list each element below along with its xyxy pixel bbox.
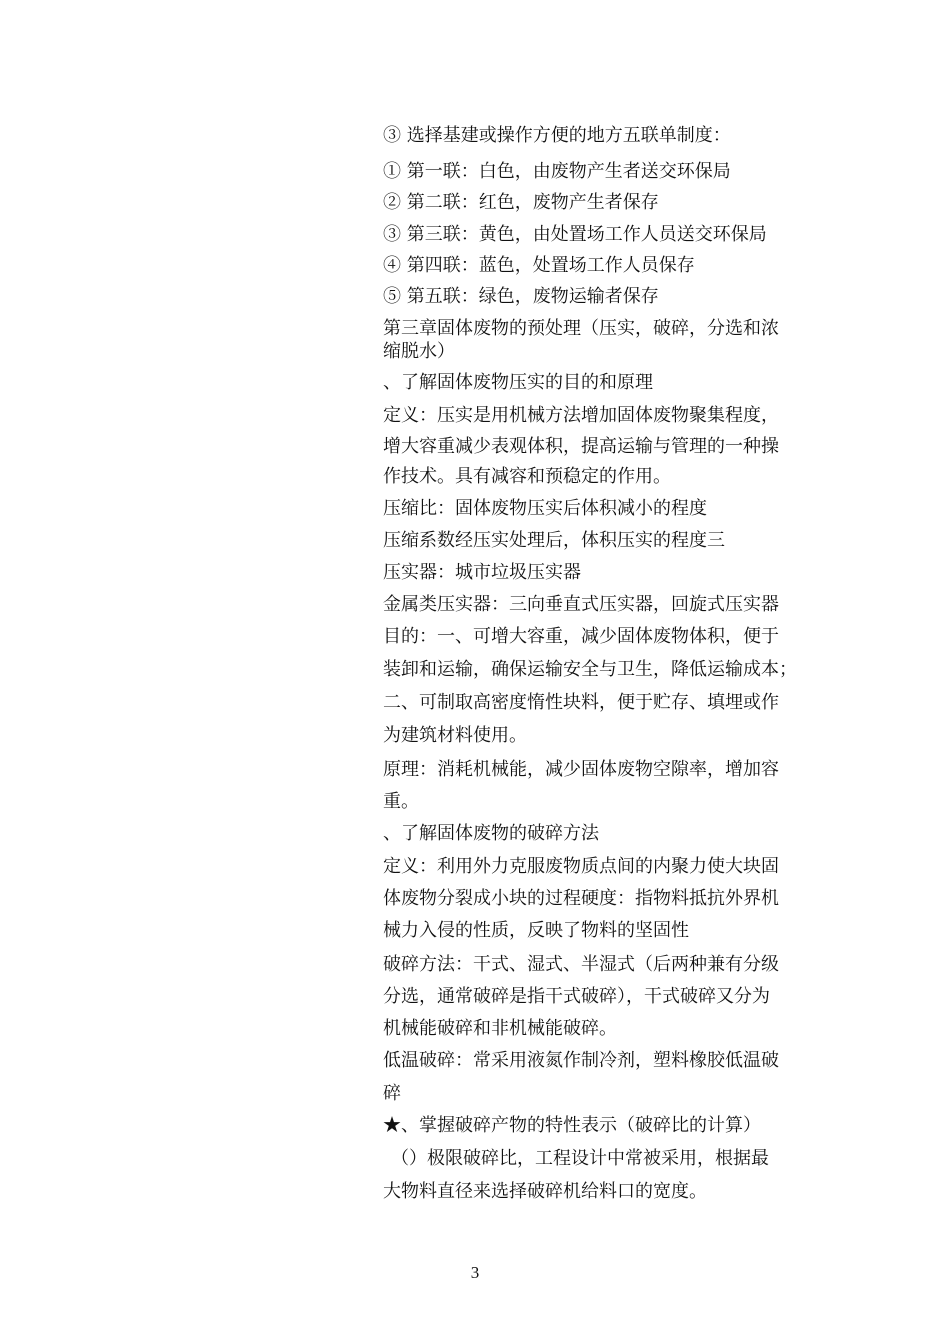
section-heading: 、了解固体废物压实的目的和原理 (383, 372, 653, 393)
text-line: 破碎方法：干式、湿式、半湿式（后两种兼有分级 (383, 954, 779, 975)
page-number: 3 (470, 1263, 480, 1282)
text-line: 定义：利用外力克服废物质点间的内聚力使大块固 (383, 856, 779, 877)
text-line: 目的：一、可增大容重，减少固体废物体积，便于 (383, 626, 779, 647)
text-line: ② 第二联：红色，废物产生者保存 (383, 192, 659, 213)
text-line: ⑤ 第五联：绿色，废物运输者保存 (383, 286, 659, 307)
text-line: 体废物分裂成小块的过程硬度：指物料抵抗外界机 (383, 888, 779, 909)
text-line: 低温破碎：常采用液氮作制冷剂，塑料橡胶低温破 (383, 1050, 779, 1071)
text-line: 械力入侵的性质，反映了物料的坚固性 (383, 920, 689, 941)
text-line: 装卸和运输，确保运输安全与卫生，降低运输成本； (383, 659, 797, 680)
chapter-heading: 第三章固体废物的预处理（压实，破碎，分选和浓 (383, 318, 779, 339)
text-line: 机械能破碎和非机械能破碎。 (383, 1018, 617, 1039)
text-line: ① 第一联：白色，由废物产生者送交环保局 (383, 161, 731, 182)
text-line: 重。 (383, 791, 419, 812)
text-line: 分选，通常破碎是指干式破碎），干式破碎又分为 (383, 986, 770, 1007)
text-line: 二、可制取高密度惰性块料，便于贮存、填埋或作 (383, 692, 779, 713)
chapter-heading-cont: 缩脱水） (383, 341, 455, 362)
text-line: ③ 选择基建或操作方便的地方五联单制度： (383, 125, 731, 146)
text-line: ④ 第四联：蓝色，处置场工作人员保存 (383, 255, 695, 276)
text-line: 为建筑材料使用。 (383, 725, 527, 746)
text-line: 压缩系数经压实处理后，体积压实的程度三 (383, 530, 725, 551)
text-line: 碎 (383, 1083, 401, 1104)
section-heading: ★、掌握破碎产物的特性表示（破碎比的计算） (383, 1115, 761, 1136)
text-line: 定义：压实是用机械方法增加固体废物聚集程度， (383, 405, 779, 426)
text-line: 压实器：城市垃圾压实器 (383, 562, 581, 583)
text-line: ③ 第三联：黄色，由处置场工作人员送交环保局 (383, 224, 767, 245)
section-heading: 、了解固体废物的破碎方法 (383, 823, 599, 844)
text-line: 压缩比：固体废物压实后体积减小的程度 (383, 498, 707, 519)
text-line: （）极限破碎比，工程设计中常被采用，根据最 (391, 1148, 769, 1169)
text-line: 作技术。具有减容和预稳定的作用。 (383, 466, 671, 487)
text-line: 大物料直径来选择破碎机给料口的宽度。 (383, 1181, 707, 1202)
text-line: 金属类压实器：三向垂直式压实器，回旋式压实器 (383, 594, 779, 615)
text-line: 原理：消耗机械能，减少固体废物空隙率，增加容 (383, 759, 779, 780)
text-line: 增大容重减少表观体积，提高运输与管理的一种操 (383, 436, 779, 457)
